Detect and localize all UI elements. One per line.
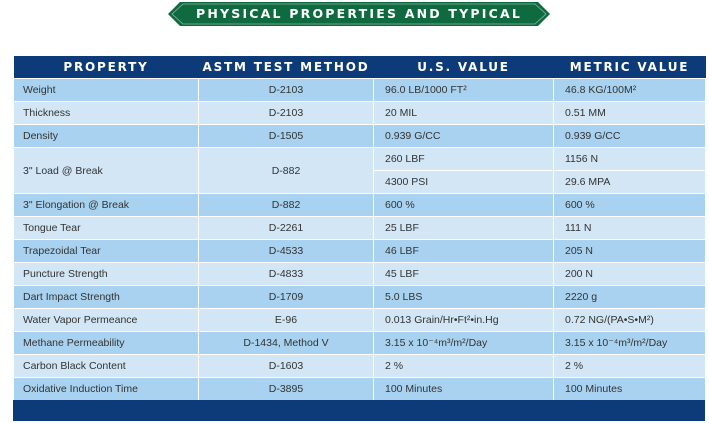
metric-value-cell: 600 % bbox=[554, 194, 706, 217]
property-cell: Oxidative Induction Time bbox=[14, 378, 199, 401]
method-cell: D-2261 bbox=[199, 217, 374, 240]
title-banner bbox=[168, 2, 550, 45]
table-header-row bbox=[14, 56, 706, 79]
method-cell: D-1434, Method V bbox=[199, 332, 374, 355]
method-cell: D-882 bbox=[199, 148, 374, 194]
metric-value-cell: 0.51 MM bbox=[554, 102, 706, 125]
table-row bbox=[14, 263, 706, 286]
us-value-cell: 3.15 x 10⁻⁴m³/m²/Day bbox=[374, 332, 554, 355]
us-value-cell: 20 MIL bbox=[374, 102, 554, 125]
us-value-cell: 5.0 LBS bbox=[374, 286, 554, 309]
property-cell: 3" Elongation @ Break bbox=[14, 194, 199, 217]
property-cell: Density bbox=[14, 125, 199, 148]
method-cell: D-1505 bbox=[199, 125, 374, 148]
us-value-cell: 100 Minutes bbox=[374, 378, 554, 401]
us-value-cell: 0.013 Grain/Hr•Ft²•in.Hg bbox=[374, 309, 554, 332]
table-row bbox=[14, 194, 706, 217]
table-row bbox=[14, 309, 706, 332]
method-cell: D-1709 bbox=[199, 286, 374, 309]
us-value-cell: 2 % bbox=[374, 355, 554, 378]
header-astm-test-method: ASTM TEST METHOD bbox=[199, 56, 374, 79]
us-value-cell: 0.939 G/CC bbox=[374, 125, 554, 148]
table-row bbox=[14, 240, 706, 263]
us-value-cell: 45 LBF bbox=[374, 263, 554, 286]
method-cell: D-2103 bbox=[199, 79, 374, 102]
property-cell: Water Vapor Permeance bbox=[14, 309, 199, 332]
metric-value-cell: 3.15 x 10⁻⁴m³/m²/Day bbox=[554, 332, 706, 355]
method-cell: E-96 bbox=[199, 309, 374, 332]
method-cell: D-3895 bbox=[199, 378, 374, 401]
us-value-cell: 4300 PSI bbox=[374, 171, 554, 194]
method-cell: D-882 bbox=[199, 194, 374, 217]
metric-value-cell: 205 N bbox=[554, 240, 706, 263]
metric-value-cell: 2 % bbox=[554, 355, 706, 378]
method-cell: D-4833 bbox=[199, 263, 374, 286]
property-cell: Carbon Black Content bbox=[14, 355, 199, 378]
table-row bbox=[14, 148, 706, 171]
metric-value-cell: 29.6 MPA bbox=[554, 171, 706, 194]
us-value-cell: 25 LBF bbox=[374, 217, 554, 240]
method-cell: D-2103 bbox=[199, 102, 374, 125]
table-row bbox=[14, 355, 706, 378]
property-cell: Thickness bbox=[14, 102, 199, 125]
header-metric-value: METRIC VALUE bbox=[554, 56, 706, 79]
metric-value-cell: 1156 N bbox=[554, 148, 706, 171]
header-property: PROPERTY bbox=[14, 56, 199, 79]
metric-value-cell: 111 N bbox=[554, 217, 706, 240]
header-us-value: U.S. VALUE bbox=[374, 56, 554, 79]
property-cell: Tongue Tear bbox=[14, 217, 199, 240]
metric-value-cell: 200 N bbox=[554, 263, 706, 286]
table-row bbox=[14, 378, 706, 401]
metric-value-cell: 46.8 KG/100M² bbox=[554, 79, 706, 102]
table-row bbox=[14, 332, 706, 355]
metric-value-cell: 2220 g bbox=[554, 286, 706, 309]
table-row bbox=[14, 125, 706, 148]
properties-table bbox=[13, 56, 706, 401]
metric-value-cell: 0.72 NG/(PA•S•M²) bbox=[554, 309, 706, 332]
property-cell: Dart Impact Strength bbox=[14, 286, 199, 309]
us-value-cell: 600 % bbox=[374, 194, 554, 217]
us-value-cell: 260 LBF bbox=[374, 148, 554, 171]
property-cell: 3" Load @ Break bbox=[14, 148, 199, 194]
table-footer-bar bbox=[13, 400, 705, 421]
table-row bbox=[14, 217, 706, 240]
metric-value-cell: 100 Minutes bbox=[554, 378, 706, 401]
table-row bbox=[14, 102, 706, 125]
property-cell: Weight bbox=[14, 79, 199, 102]
us-value-cell: 46 LBF bbox=[374, 240, 554, 263]
metric-value-cell: 0.939 G/CC bbox=[554, 125, 706, 148]
table-row bbox=[14, 286, 706, 309]
method-cell: D-4533 bbox=[199, 240, 374, 263]
banner-title: PHYSICAL PROPERTIES AND TYPICAL VALUES bbox=[195, 6, 522, 45]
property-cell: Trapezoidal Tear bbox=[14, 240, 199, 263]
method-cell: D-1603 bbox=[199, 355, 374, 378]
table-row bbox=[14, 79, 706, 102]
property-cell: Methane Permeability bbox=[14, 332, 199, 355]
us-value-cell: 96.0 LB/1000 FT² bbox=[374, 79, 554, 102]
property-cell: Puncture Strength bbox=[14, 263, 199, 286]
